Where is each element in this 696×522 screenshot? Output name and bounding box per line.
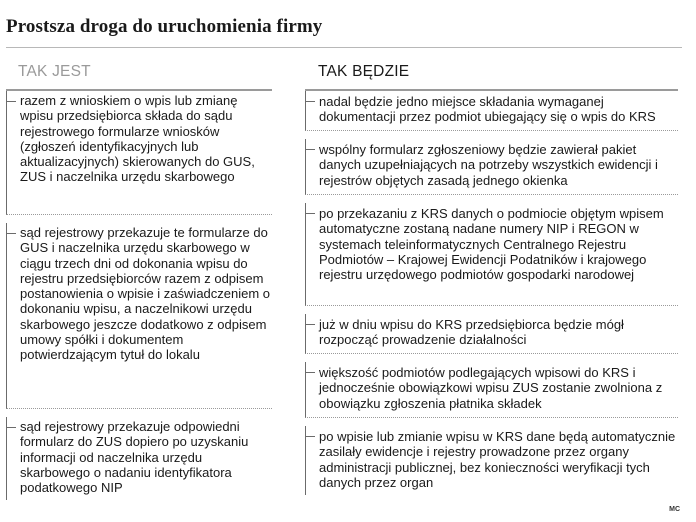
list-item: po wpisie lub zmianie wpisu w KRS dane będą automatycznie zasilały ewidencje i rejestry prowadzone przez organy administracji publicznej, bez konieczności weryfikacji tych danych przez organ	[305, 426, 678, 495]
right-column-header: TAK BĘDZIE	[318, 63, 410, 80]
left-column-header: TAK JEST	[18, 63, 91, 80]
list-item: sąd rejestrowy przekazuje te formularze do GUS i naczelnika urzędu skarbowego w ciągu trzech dni od dokonania wpisu do rejestru przedsiębiorców razem z odpisem postanowienia o wpisie i zaświadczeniem o dokonaniu wpisu, a naczelnikowi urzędu skarbowego jeszcze dodatkowo z odpisem umowy spółki i dokumentem potwierdzającym tytuł do lokalu	[6, 223, 272, 409]
list-item: nadal będzie jedno miejsce składania wymaganej dokumentacji przez podmiot ubiegający się o wpis do KRS	[305, 91, 678, 131]
page-title: Prostsza droga do uruchomienia firmy	[6, 16, 323, 37]
list-item: razem z wnioskiem o wpis lub zmianę wpisu przedsiębiorca składa do sądu rejestrowego formularze wniosków (zgłoszeń identyfikacyjnych lub aktualizacyjnych) skierowanych do GUS, ZUS i naczelnika urzędu skarbowego	[6, 91, 272, 215]
list-item: już w dniu wpisu do KRS przedsiębiorca będzie mógł rozpocząć prowadzenie działalności	[305, 314, 678, 354]
list-item: po przekazaniu z KRS danych o podmiocie objętym wpisem automatyczne zostaną nadane numery NIP i REGON w systemach teleinformatycznych Centralnego Rejestru Podmiotów – Krajowej Ewidencji Podatników i krajowego rejestru urzędowego podmiotów gospodarki narodowej	[305, 203, 678, 306]
list-item: większość podmiotów podlegających wpisowi do KRS i jednocześnie obowiązkowi wpisu ZUS zostanie zwolniona z obowiązku zgłoszenia płatnika składek	[305, 362, 678, 418]
right-column-list	[305, 91, 678, 503]
list-item: sąd rejestrowy przekazuje odpowiedni formularz do ZUS dopiero po uzyskaniu informacji od naczelnika urzędu skarbowego o nadaniu identyfikatora podatkowego NIP	[6, 417, 272, 500]
title-divider	[6, 47, 682, 48]
list-item: wspólny formularz zgłoszeniowy będzie zawierał pakiet danych uzupełniających na potrzeby wszystkich ewidencji i rejestrów objętych zasadą jednego okienka	[305, 139, 678, 195]
left-column-list	[6, 91, 272, 508]
credit-mark: MC	[669, 506, 680, 513]
